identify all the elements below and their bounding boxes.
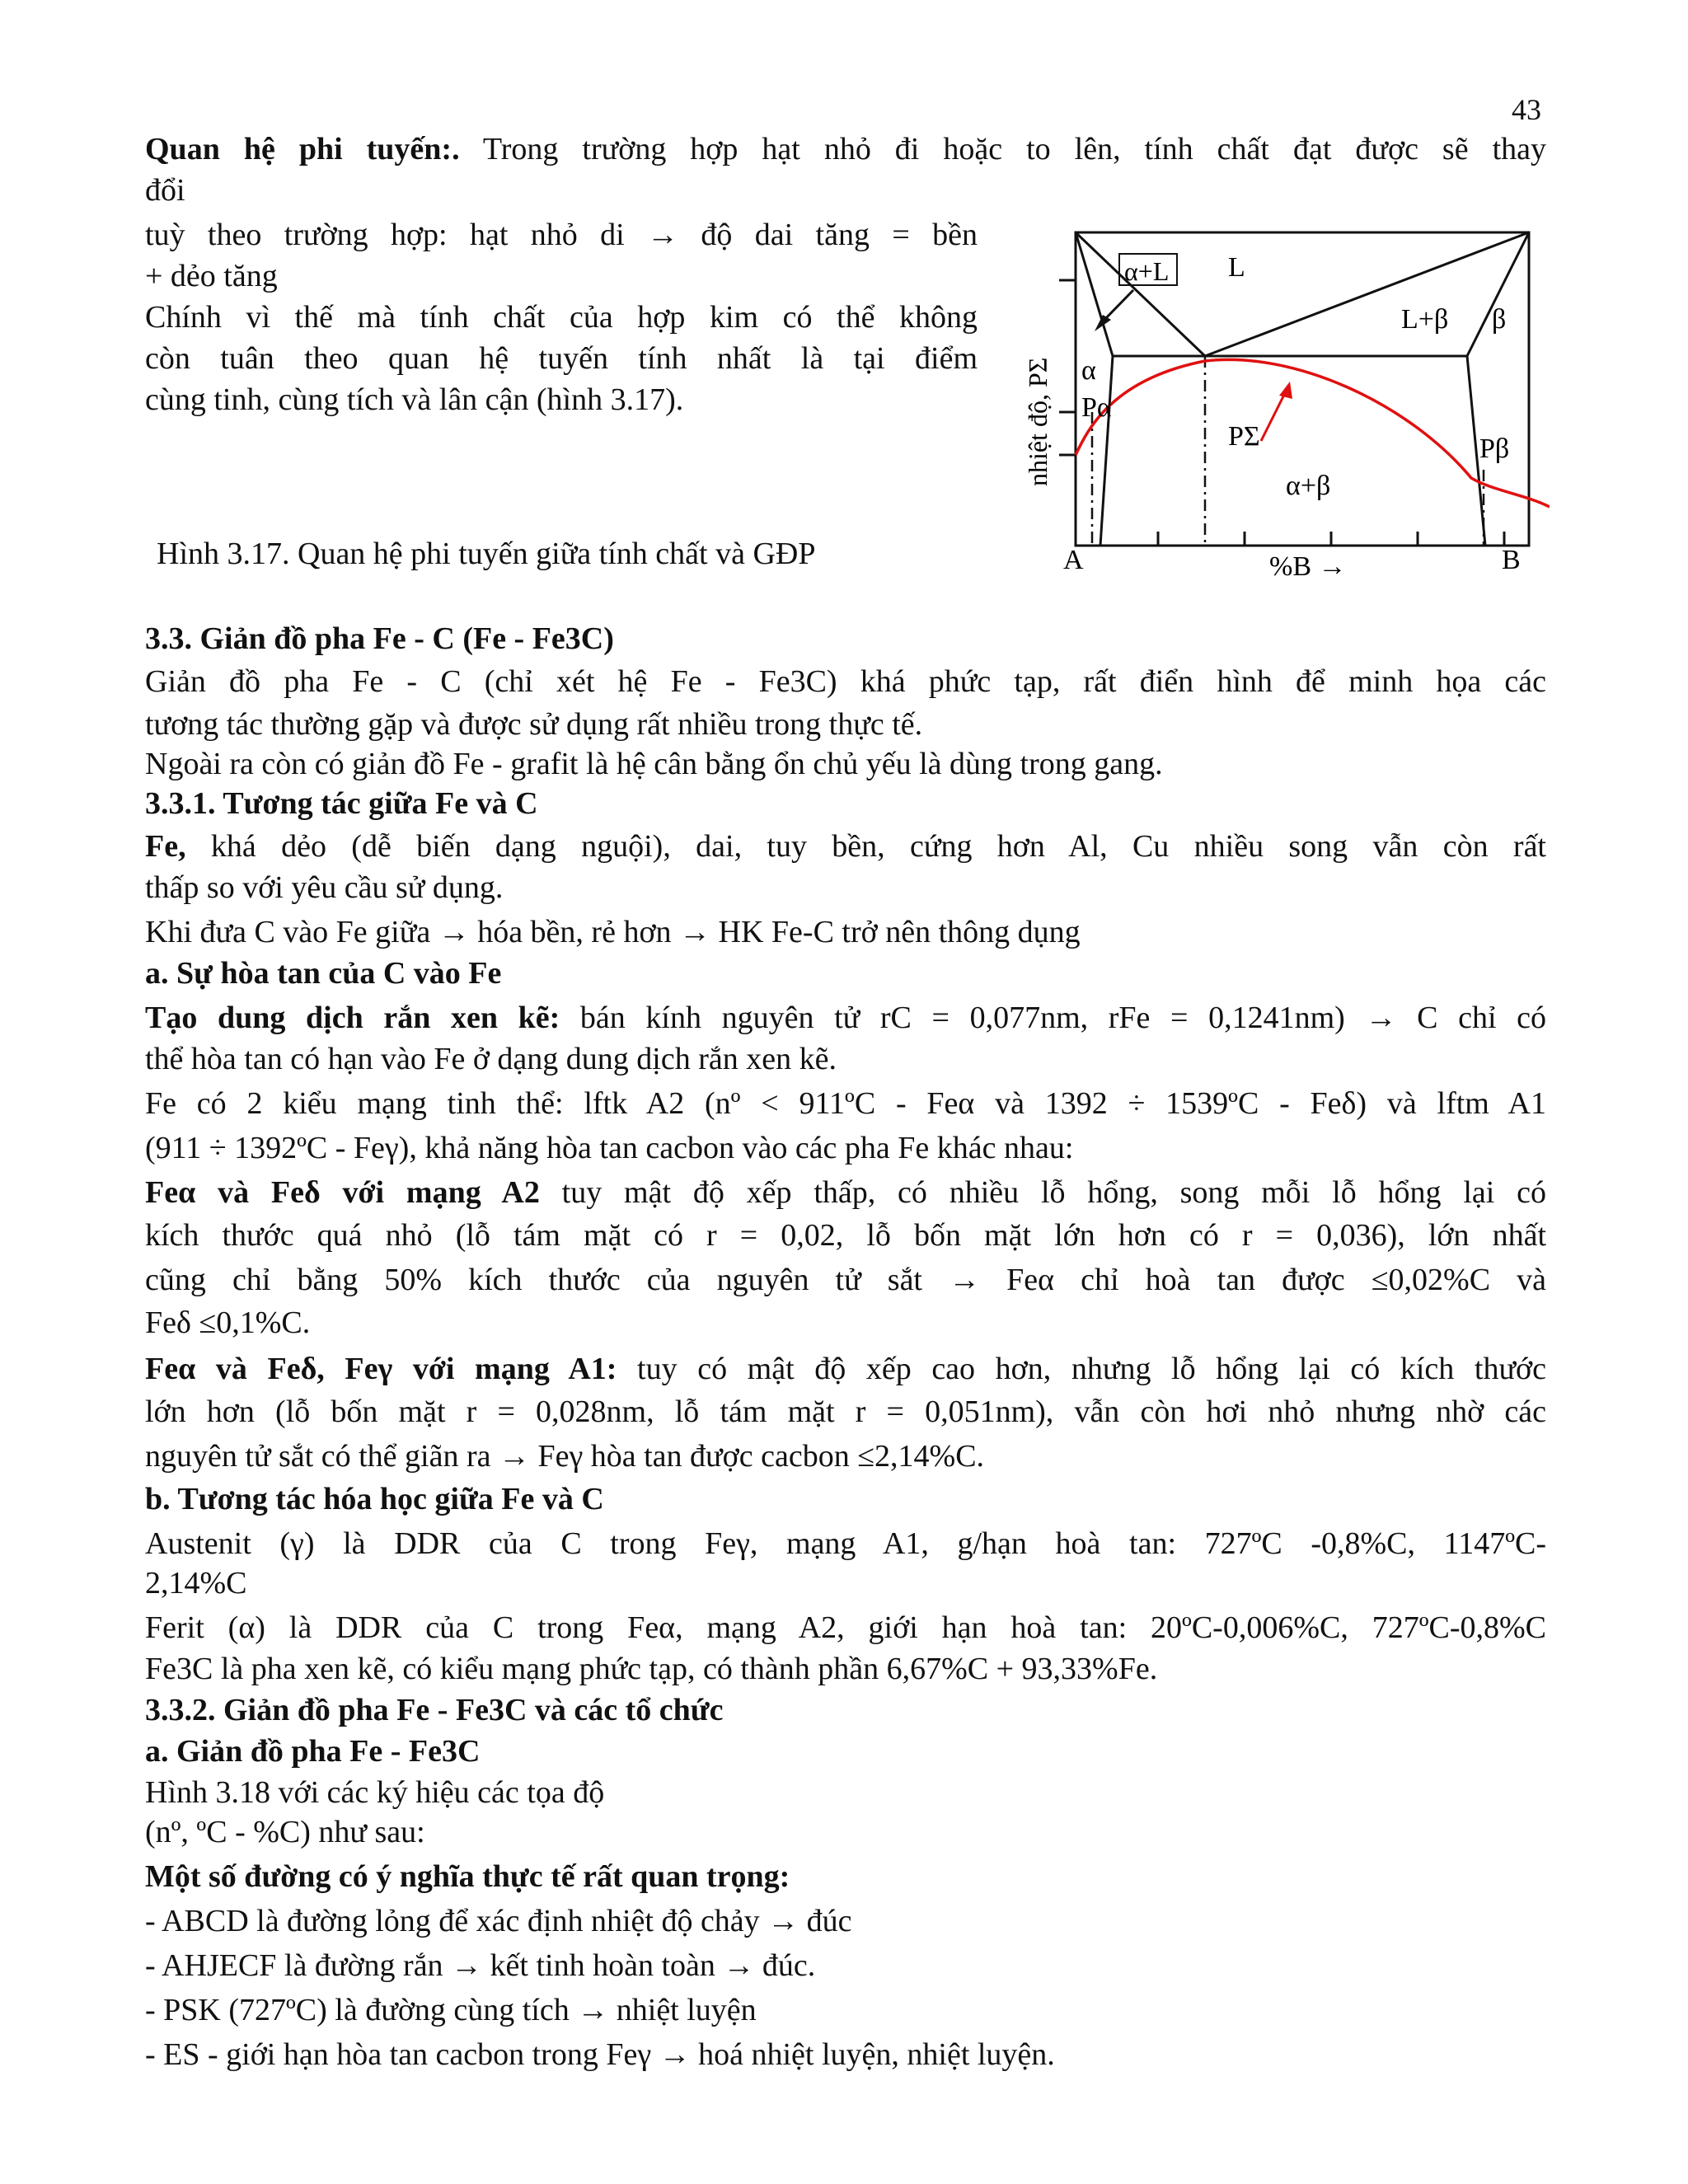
s33-p1b: tương tác thường gặp và được sử dụng rất nhiều trong thực tế. [145, 707, 923, 742]
solvus-left [1100, 356, 1113, 546]
sb-aus-b: 2,14%C [145, 1566, 247, 1601]
sa-a2-c: cũng chỉ bằng 50% kích thước của nguyên tử sắt → Feα chỉ hoà tan được ≤0,02%C và [145, 1263, 1546, 1297]
section-b-title: b. Tương tác hóa học giữa Fe và C [145, 1482, 604, 1516]
s332-l2: (nº, ºC - %C) như sau: [145, 1815, 425, 1849]
sa-kieu-a: Fe có 2 kiểu mạng tinh thể: lftk A2 (nº < 911ºC - Feα và 1392 ÷ 1539ºC - Feδ) và lftm A1 [145, 1086, 1546, 1121]
label-beta: β [1492, 304, 1507, 335]
intro-line-2: đổi [145, 173, 185, 208]
section-a-title: a. Sự hòa tan của C vào Fe [145, 956, 502, 991]
label-alpha-beta: α+β [1286, 471, 1331, 501]
sa-a2-b: kích thước quá nhỏ (lỗ tám mặt có r = 0,02, lỗ bốn mặt lớn hơn có r = 0,036), lớn nhất [145, 1218, 1546, 1253]
label-p-sigma: PΣ [1228, 421, 1260, 452]
intro-heading: Quan hệ phi tuyến:. [145, 132, 460, 166]
sa-tao-a: Tạo dung dịch rắn xen kẽ: bán kính nguyên tử rC = 0,077nm, rFe = 0,1241nm) → C chỉ có [145, 1001, 1546, 1035]
x-axis-label: %B → [1269, 551, 1347, 582]
s332-item-2: - PSK (727ºC) là đường cùng tích → nhiệt luyện [145, 1993, 757, 2027]
s33-p2: Ngoài ra còn có giản đồ Fe - grafit là hệ cân bằng ổn chủ yếu là dùng trong gang. [145, 747, 1163, 781]
intro-side-line-2: Chính vì thế mà tính chất của hợp kim có thể không [145, 300, 978, 335]
intro-side-line-0: tuỳ theo trường hợp: hạt nhỏ di → độ dai tăng = bền [145, 218, 978, 252]
label-l: L [1228, 252, 1245, 283]
sa-a1-a: Feα và Feδ, Feγ với mạng A1: tuy có mật độ xếp cao hơn, nhưng lỗ hổng lại có kích thước [145, 1352, 1546, 1386]
s332-item-3: - ES - giới hạn hòa tan cacbon trong Feγ → hoá nhiệt luyện, nhiệt luyện. [145, 2037, 1055, 2072]
label-alpha-l: α+L [1124, 256, 1170, 286]
label-alpha: α [1081, 355, 1096, 386]
s332-l1: Hình 3.18 với các ký hiệu các tọa độ [145, 1775, 605, 1810]
s331-fe-a: Fe, khá dẻo (dễ biến dạng nguội), dai, tuy bền, cứng hơn Al, Cu nhiều song vẫn còn rất [145, 829, 1546, 864]
s332-important: Một số đường có ý nghĩa thực tế rất quan trọng: [145, 1859, 790, 1894]
section-3-3-2-sub: a. Giản đồ pha Fe - Fe3C [145, 1734, 481, 1769]
sa-kieu-b: (911 ÷ 1392ºC - Feγ), khả năng hòa tan cacbon vào các pha Fe khác nhau: [145, 1131, 1074, 1165]
section-3-3-title: 3.3. Giản đồ pha Fe - C (Fe - Fe3C) [145, 621, 614, 656]
label-p-beta: Pβ [1479, 434, 1510, 464]
y-axis-label: nhiệt độ, PΣ [1023, 357, 1053, 486]
liquidus-right [1205, 232, 1529, 356]
sa-a2-d: Feδ ≤0,1%C. [145, 1305, 311, 1340]
label-l-beta: L+β [1401, 304, 1449, 335]
section-3-3-1-title: 3.3.1. Tương tác giữa Fe và C [145, 786, 538, 821]
intro-line-1: Quan hệ phi tuyến:. Trong trường hợp hạt nhỏ đi hoặc to lên, tính chất đạt được sẽ thay [145, 132, 1546, 166]
sb-fe3c: Fe3C là pha xen kẽ, có kiểu mạng phức tạp, có thành phần 6,67%C + 93,33%Fe. [145, 1652, 1158, 1686]
sa-a2-a: Feα và Feδ với mạng A2 tuy mật độ xếp thấp, có nhiều lỗ hổng, song mỗi lỗ hổng lại có [145, 1175, 1546, 1210]
phase-diagram-figure [1022, 223, 1550, 593]
solidus-right [1467, 232, 1529, 356]
s331-khi: Khi đưa C vào Fe giữa → hóa bền, rẻ hơn → HK Fe-C trở nên thông dụng [145, 915, 1081, 949]
page-number: 43 [1512, 93, 1541, 126]
label-b: B [1502, 545, 1521, 575]
label-p-alpha: Pα [1081, 392, 1112, 423]
s331-fe-b: thấp so với yêu cầu sử dụng. [145, 870, 504, 905]
sa-a1-c: nguyên tử sắt có thể giãn ra → Feγ hòa tan được cacbon ≤2,14%C. [145, 1439, 985, 1474]
intro-side-line-3: còn tuân theo quan hệ tuyến tính nhất là tại điểm [145, 341, 978, 376]
s33-p1a: Giản đồ pha Fe - C (chỉ xét hệ Fe - Fe3C) khá phức tạp, rất điển hình để minh họa các [145, 664, 1546, 699]
s332-item-1: - AHJECF là đường rắn → kết tinh hoàn toàn → đúc. [145, 1948, 816, 1983]
sb-ferit: Ferit (α) là DDR của C trong Feα, mạng A2, giới hạn hoà tan: 20ºC-0,006%C, 727ºC-0,8%C [145, 1610, 1546, 1645]
intro-side-line-4: cùng tinh, cùng tích và lân cận (hình 3.17). [145, 382, 684, 417]
intro-side-line-1: + dẻo tăng [145, 259, 278, 293]
label-a: A [1063, 545, 1084, 575]
sa-tao-b: thể hòa tan có hạn vào Fe ở dạng dung dịch rắn xen kẽ. [145, 1042, 837, 1076]
figure-caption: Hình 3.17. Quan hệ phi tuyến giữa tính chất và GĐP [157, 537, 816, 571]
s332-item-0: - ABCD là đường lỏng để xác định nhiệt độ chảy → đúc [145, 1904, 852, 1938]
sa-a1-b: lớn hơn (lỗ bốn mặt r = 0,028nm, lỗ tám mặt r = 0,051nm), vẫn còn hơi nhỏ nhưng nhờ các [145, 1394, 1546, 1429]
sb-aus-a: Austenit (γ) là DDR của C trong Feγ, mạng A1, g/hạn hoà tan: 727ºC -0,8%C, 1147ºC- [145, 1526, 1546, 1561]
section-3-3-2-title: 3.3.2. Giản đồ pha Fe - Fe3C và các tổ chức [145, 1693, 724, 1727]
